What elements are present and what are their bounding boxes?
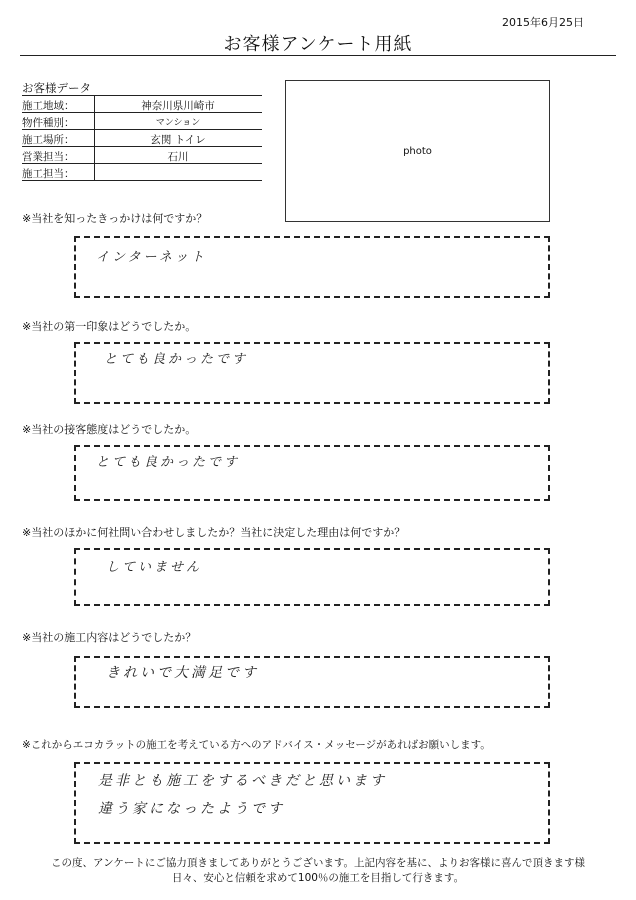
customer-row-location: [22, 130, 262, 147]
answer-text: とても良かったです: [104, 352, 249, 367]
footer-line-2: 日々、安心と信頼を求めて100％の施工を目指して行きます。: [171, 872, 465, 884]
row-separator: [94, 164, 95, 180]
answer-box-2: [74, 342, 550, 404]
customer-row-value: マンション: [155, 118, 201, 128]
question-1: ※当社を知ったきっかけは何ですか？: [22, 212, 208, 225]
answer-box-6: [74, 762, 550, 844]
customer-row-property-type: [22, 113, 262, 130]
photo-placeholder: [285, 80, 550, 222]
answer-box-4: [74, 548, 550, 606]
answer-text: きれいで大満足です: [106, 665, 259, 681]
customer-row-label: 施工地域：: [22, 100, 75, 112]
customer-row-label: 物件種別：: [22, 117, 75, 129]
answer-text: インターネット: [96, 250, 207, 265]
customer-row-label: 施工担当：: [22, 168, 75, 180]
answer-box-3: [74, 445, 550, 501]
customer-data-heading: お客様データ: [22, 81, 91, 95]
customer-row-area: [22, 96, 262, 113]
answer-box-1: [74, 236, 550, 298]
customer-row-sales: [22, 147, 262, 164]
footer-line-1: この度、アンケートにご協力頂きましてありがとうございます。上記内容を基に、よりお客様に喜んで頂きます様: [50, 857, 586, 869]
customer-row-value: 玄関 トイレ: [150, 134, 206, 146]
question-3: ※当社の接客態度はどうでしたか。: [22, 423, 197, 436]
answer-text-line-1: 是非とも施工をするべきだと思います: [98, 773, 387, 789]
customer-row-label: 施工場所：: [22, 134, 75, 146]
customer-row-value: 石川: [167, 151, 189, 163]
answer-text: していません: [106, 560, 203, 575]
question-5: ※当社の施工内容はどうでしたか？: [22, 631, 197, 644]
question-4: ※当社のほかに何社問い合わせしましたか？当社に決定した理由は何ですか？: [22, 526, 406, 539]
customer-row-value: 神奈川県川崎市: [141, 100, 215, 112]
answer-box-5: [74, 656, 550, 708]
page-title: お客様アンケート用紙: [223, 34, 413, 55]
customer-row-construction: [22, 164, 262, 181]
photo-label: photo: [403, 145, 432, 157]
question-2: ※当社の第一印象はどうでしたか。: [22, 320, 197, 333]
title-divider: [20, 55, 616, 56]
question-6: ※これからエコカラットの施工を考えている方へのアドバイス・メッセージがあればお願いします。: [22, 739, 491, 751]
survey-date: 2015年6月25日: [502, 16, 584, 29]
customer-row-label: 営業担当：: [22, 151, 75, 163]
answer-text-line-2: 違う家になったようです: [98, 801, 285, 817]
answer-text: とても良かったです: [96, 455, 241, 470]
